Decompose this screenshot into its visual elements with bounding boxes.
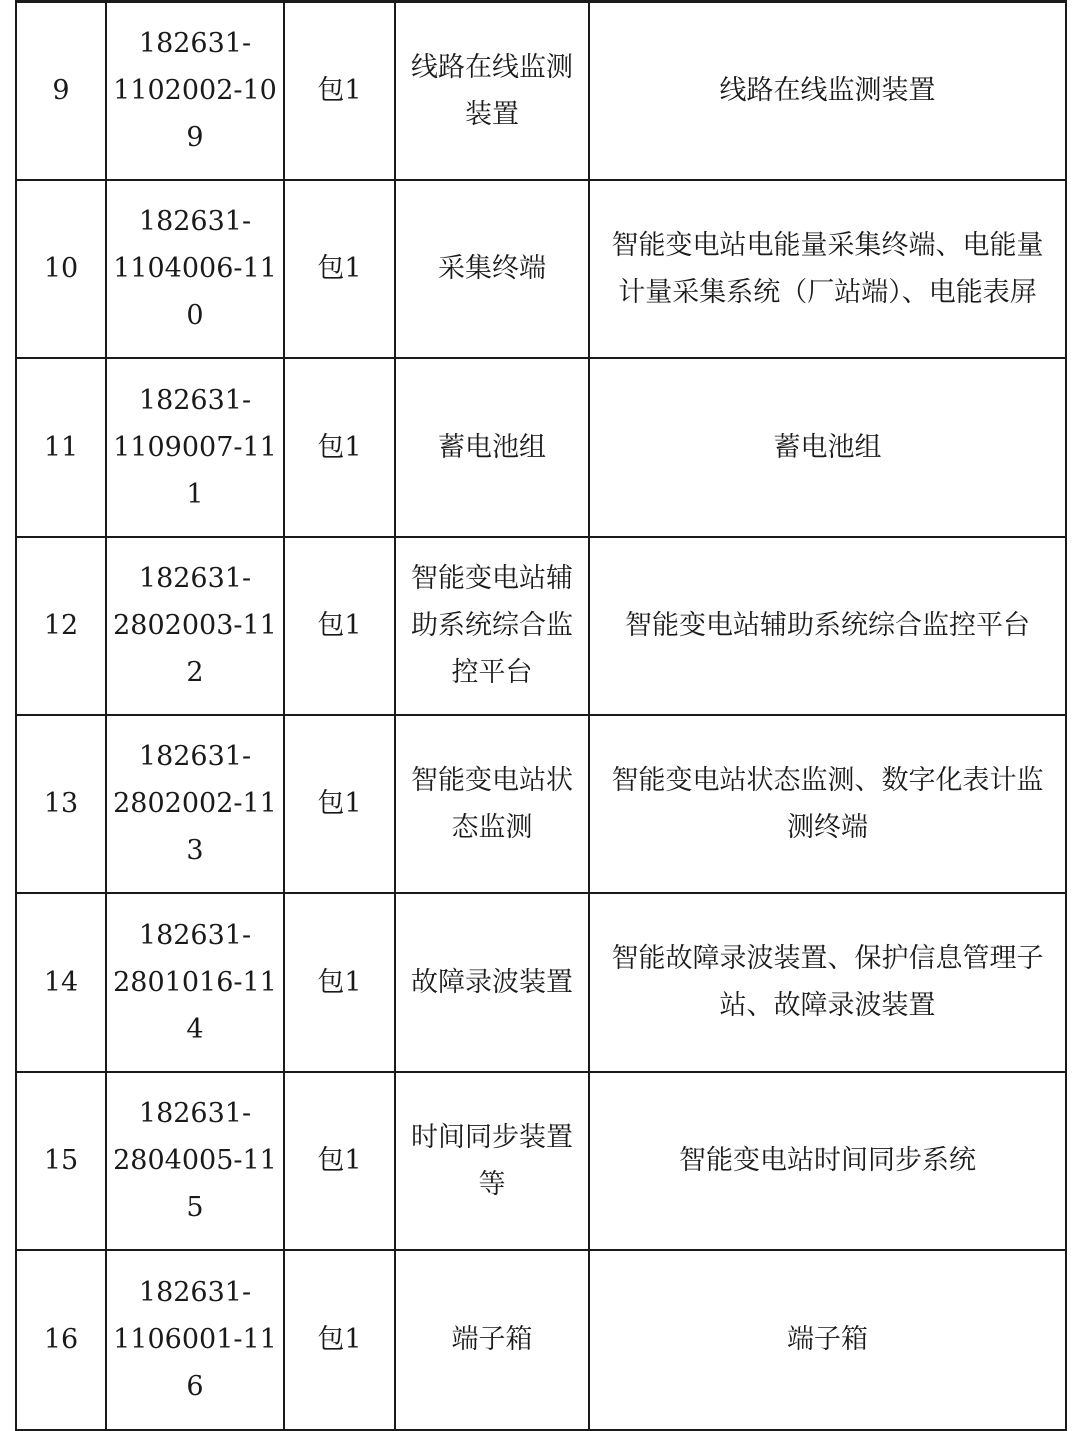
item-name: 故障录波装置 — [395, 893, 589, 1072]
item-code: 182631- 1102002-109 — [106, 2, 284, 180]
item-description: 智能变电站电能量采集终端、电能量计量采集系统（厂站端）、电能表屏 — [589, 180, 1066, 358]
row-number: 14 — [16, 893, 106, 1072]
item-name: 采集终端 — [395, 180, 589, 358]
package-cell: 包1 — [284, 2, 395, 180]
item-description: 线路在线监测装置 — [589, 2, 1066, 180]
item-code: 182631- 2802003-112 — [106, 537, 284, 715]
row-number: 11 — [16, 358, 106, 537]
item-code: 182631- 1104006-110 — [106, 180, 284, 358]
table-row — [16, 180, 1066, 358]
table-row — [16, 1250, 1066, 1430]
item-name: 智能变电站状态监测 — [395, 715, 589, 893]
package-cell: 包1 — [284, 893, 395, 1072]
row-number: 10 — [16, 180, 106, 358]
package-cell: 包1 — [284, 1250, 395, 1430]
item-code: 182631- 1106001-116 — [106, 1250, 284, 1430]
row-number: 16 — [16, 1250, 106, 1430]
item-description: 蓄电池组 — [589, 358, 1066, 537]
item-name: 时间同步装置等 — [395, 1072, 589, 1250]
package-cell: 包1 — [284, 537, 395, 715]
row-number: 12 — [16, 537, 106, 715]
item-description: 端子箱 — [589, 1250, 1066, 1430]
item-description: 智能故障录波装置、保护信息管理子站、故障录波装置 — [589, 893, 1066, 1072]
item-name: 线路在线监测装置 — [395, 2, 589, 180]
item-name: 蓄电池组 — [395, 358, 589, 537]
table-row — [16, 537, 1066, 715]
table-row — [16, 1072, 1066, 1250]
package-cell: 包1 — [284, 180, 395, 358]
table-row — [16, 715, 1066, 893]
package-cell: 包1 — [284, 358, 395, 537]
item-description: 智能变电站辅助系统综合监控平台 — [589, 537, 1066, 715]
item-name: 端子箱 — [395, 1250, 589, 1430]
row-number: 9 — [16, 2, 106, 180]
item-code: 182631- 2802002-113 — [106, 715, 284, 893]
table-row — [16, 358, 1066, 537]
item-description: 智能变电站时间同步系统 — [589, 1072, 1066, 1250]
row-number: 13 — [16, 715, 106, 893]
item-code: 182631- 2804005-115 — [106, 1072, 284, 1250]
item-code: 182631- 2801016-114 — [106, 893, 284, 1072]
equipment-table — [15, 0, 1067, 1431]
table-row — [16, 893, 1066, 1072]
package-cell: 包1 — [284, 715, 395, 893]
package-cell: 包1 — [284, 1072, 395, 1250]
row-number: 15 — [16, 1072, 106, 1250]
table-row — [16, 2, 1066, 180]
item-description: 智能变电站状态监测、数字化表计监测终端 — [589, 715, 1066, 893]
item-code: 182631- 1109007-111 — [106, 358, 284, 537]
item-name: 智能变电站辅助系统综合监控平台 — [395, 537, 589, 715]
